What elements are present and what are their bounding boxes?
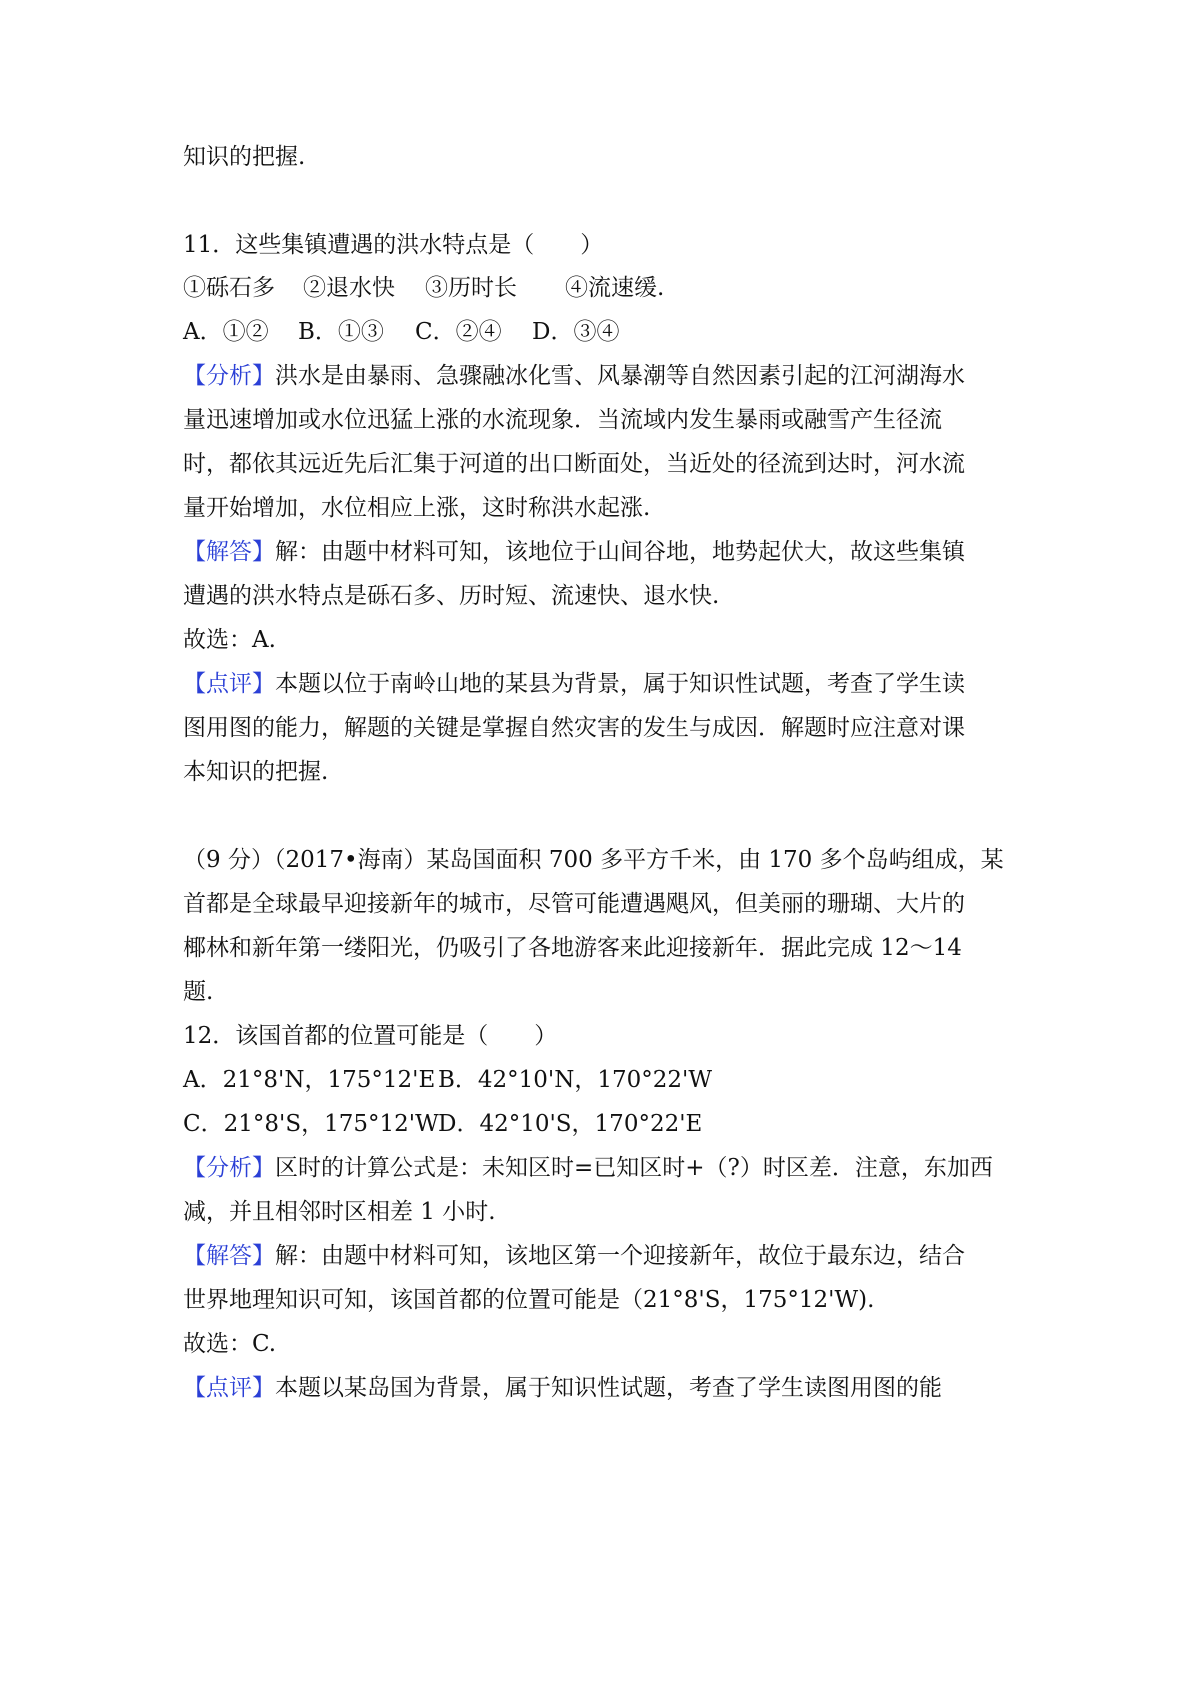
q12-option-c: C．21°8'S，175°12'W: [183, 1111, 439, 1137]
q11-analysis-line-3: 时，都依其远近先后汇集于河道的出口断面处，当近处的径流到达时，河水流: [183, 451, 965, 477]
q11-comment-line-3: 本知识的把握.: [183, 759, 329, 785]
passage-line-1: （9 分）（2017•海南）某岛国面积 700 多平方千米，由 170 多个岛屿组成，某: [183, 847, 1004, 873]
q11-answer-line-2: 遭遇的洪水特点是砾石多、历时短、流速快、退水快.: [183, 583, 720, 609]
q11-items: [183, 272, 1063, 304]
q11-analysis-tag: 【分析】: [183, 363, 275, 389]
q12-answer-tag: 【解答】: [183, 1243, 275, 1269]
previous-answer-tail: 知识的把握.: [183, 144, 306, 170]
q11-option-c: C．②④: [415, 319, 502, 345]
q11-options: [183, 316, 1063, 348]
q12-analysis-line-1: 【分析】区时的计算公式是：未知区时=已知区时+（?）时区差．注意，东加西: [183, 1155, 993, 1181]
q12-comment-line-1: 【点评】本题以某岛国为背景，属于知识性试题，考查了学生读图用图的能: [183, 1375, 942, 1401]
q11-stem: 11．这些集镇遭遇的洪水特点是（ ）: [183, 232, 604, 258]
q11-analysis-line-2: 量迅速增加或水位迅猛上涨的水流现象．当流域内发生暴雨或融雪产生径流: [183, 407, 942, 433]
passage-line-2: 首都是全球最早迎接新年的城市，尽管可能遭遇飓风，但美丽的珊瑚、大片的: [183, 891, 965, 917]
q12-analysis-line-2: 减，并且相邻时区相差 1 小时.: [183, 1199, 496, 1225]
q11-comment-line-1: 【点评】本题以位于南岭山地的某县为背景，属于知识性试题，考查了学生读: [183, 671, 965, 697]
q11-comment-tag: 【点评】: [183, 671, 275, 697]
q12-option-a: A．21°8'N，175°12'E: [183, 1067, 436, 1093]
q11-analysis-line-1: 【分析】洪水是由暴雨、急骤融冰化雪、风暴潮等自然因素引起的江河湖海水: [183, 363, 965, 389]
q12-options-row-2: [183, 1108, 1063, 1140]
q11-option-d: D．③④: [532, 319, 620, 345]
q11-item-4: ④流速缓.: [565, 275, 665, 301]
q11-answer-tag: 【解答】: [183, 539, 275, 565]
q11-item-3: ③历时长: [425, 275, 517, 301]
q12-stem: 12．该国首都的位置可能是（ ）: [183, 1023, 558, 1049]
passage-line-4: 题.: [183, 979, 214, 1005]
q12-comment-tag: 【点评】: [183, 1375, 275, 1401]
q11-item-1: ①砾石多: [183, 275, 275, 301]
passage-line-3: 椰林和新年第一缕阳光，仍吸引了各地游客来此迎接新年．据此完成 12～14: [183, 935, 962, 961]
q11-choice: 故选：A.: [183, 627, 276, 653]
q11-comment-line-2: 图用图的能力，解题的关键是掌握自然灾害的发生与成因．解题时应注意对课: [183, 715, 965, 741]
q12-answer-line-2: 世界地理知识可知，该国首都的位置可能是（21°8'S，175°12'W).: [183, 1287, 875, 1313]
q12-option-d: D．42°10'S，170°22'E: [438, 1111, 703, 1137]
q12-answer-line-1: 【解答】解：由题中材料可知，该地区第一个迎接新年，故位于最东边，结合: [183, 1243, 965, 1269]
q12-choice: 故选：C.: [183, 1331, 277, 1357]
q11-option-a: A．①②: [183, 319, 269, 345]
q11-analysis-line-4: 量开始增加，水位相应上涨，这时称洪水起涨.: [183, 495, 651, 521]
q12-option-b: B．42°10'N，170°22'W: [438, 1067, 713, 1093]
q12-analysis-tag: 【分析】: [183, 1155, 275, 1181]
q11-option-b: B．①③: [298, 319, 384, 345]
q11-item-2: ②退水快: [303, 275, 395, 301]
q12-options-row-1: [183, 1064, 1063, 1096]
q11-answer-line-1: 【解答】解：由题中材料可知，该地位于山间谷地，地势起伏大，故这些集镇: [183, 539, 965, 565]
